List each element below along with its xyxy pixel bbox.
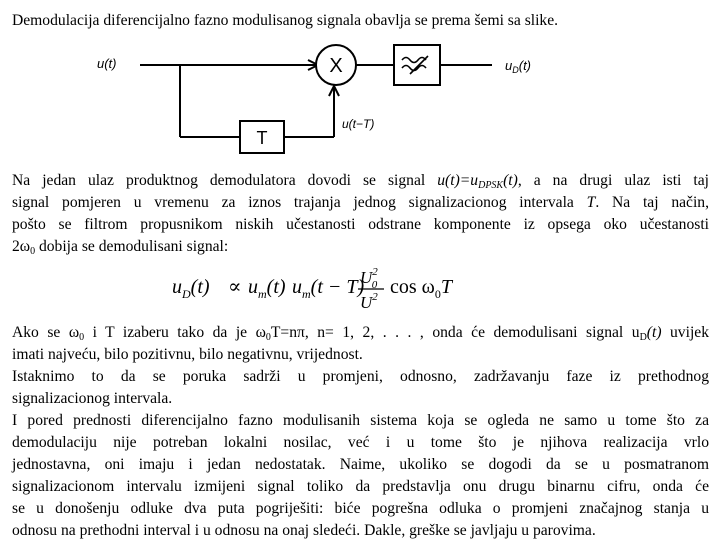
para4-line6: odnosu na prethodni interval i u odnosu na onaj sledeći. Dakle, greške se javljaju u parovima.	[12, 522, 596, 539]
para1-line1: Na jedan ulaz produktnog demodulatora dovodi se signal $u(t)=u_{DPSK}(t)$, a na drugi ulaz isti taj	[12, 172, 709, 191]
lowpass-filter-block	[394, 45, 440, 85]
formula-numerator: $U^2$ 0	[360, 266, 378, 291]
formula-cos: $\cos \omega_0T$	[390, 276, 452, 301]
intro-text: Demodulacija diferencijalno fazno modulisanog signala obavlja se prema šemi sa slike.	[12, 12, 559, 29]
formula-denominator: $U^2$	[360, 291, 378, 312]
para4-line4: signalizacionom intervalu izmijeni signal toliko da predstavlja onu drugu binarnu cifru, onda će	[12, 478, 709, 495]
formula-proportional: ∝	[228, 276, 242, 298]
formula-um-t-T: $u_m(t - T)$	[292, 276, 365, 301]
formula-um-t: $u_m(t)$	[248, 276, 286, 301]
para3-line1: Istaknimo to da se poruka sadrži u promjeni, odnosno, zadržavanju faze iz prethodnog	[12, 368, 709, 385]
para3-line2: signalizacionog intervala.	[12, 390, 173, 407]
para1-line3: pošto se filtrom propusnikom niskih učestanosti odstrane komponente iz opsega oko učestanosti	[12, 216, 709, 233]
formula-lhs: $u_D(t)$	[172, 276, 210, 301]
para4-line1: I pored prednosti diferencijalno fazno modulisanih sistema koja se ogleda ne samo u tome što za	[12, 412, 709, 429]
delayed-label: u(t−T)	[342, 117, 375, 131]
output-label: $u_D(t)$	[505, 58, 532, 75]
input-label: u(t)	[97, 56, 117, 71]
para4-line5: se u donošenju odluke dva puta pogriješiti: biće pogrešna odluka o promjeni značajnog stanja u	[12, 500, 709, 517]
para1-line4: $2\omega_0$ dobija se demodulisani signal:	[12, 238, 229, 257]
para4-line2: demodulaciju nije potreban lokalni nosilac, već i u tome što je njihova realizacija vrlo	[12, 434, 709, 451]
para1-line2: signal pomjeren u vremenu za iznos trajanja jednog signalizacionog intervala T. Na taj način,	[12, 194, 709, 211]
para2-line2: imati najveću, bilo pozitivnu, bilo negativnu, vrijednost.	[12, 346, 363, 363]
multiplier-symbol: X	[329, 55, 343, 77]
para2-line1: Ako se $\omega_0$ i T izaberu tako da je $\omega_0T=n\pi$, n= 1, 2, . . . , onda će demodulisani signal $u_D(t)$ uvijek	[12, 324, 709, 343]
demodulated-signal-formula	[160, 258, 460, 318]
delay-label: T	[256, 128, 268, 148]
demodulator-block-diagram	[0, 0, 720, 170]
para4-line3: jednostavna, oni imaju i jedan nedostatak. Naime, ukoliko se dogodi da se u posmatranom	[12, 456, 709, 473]
